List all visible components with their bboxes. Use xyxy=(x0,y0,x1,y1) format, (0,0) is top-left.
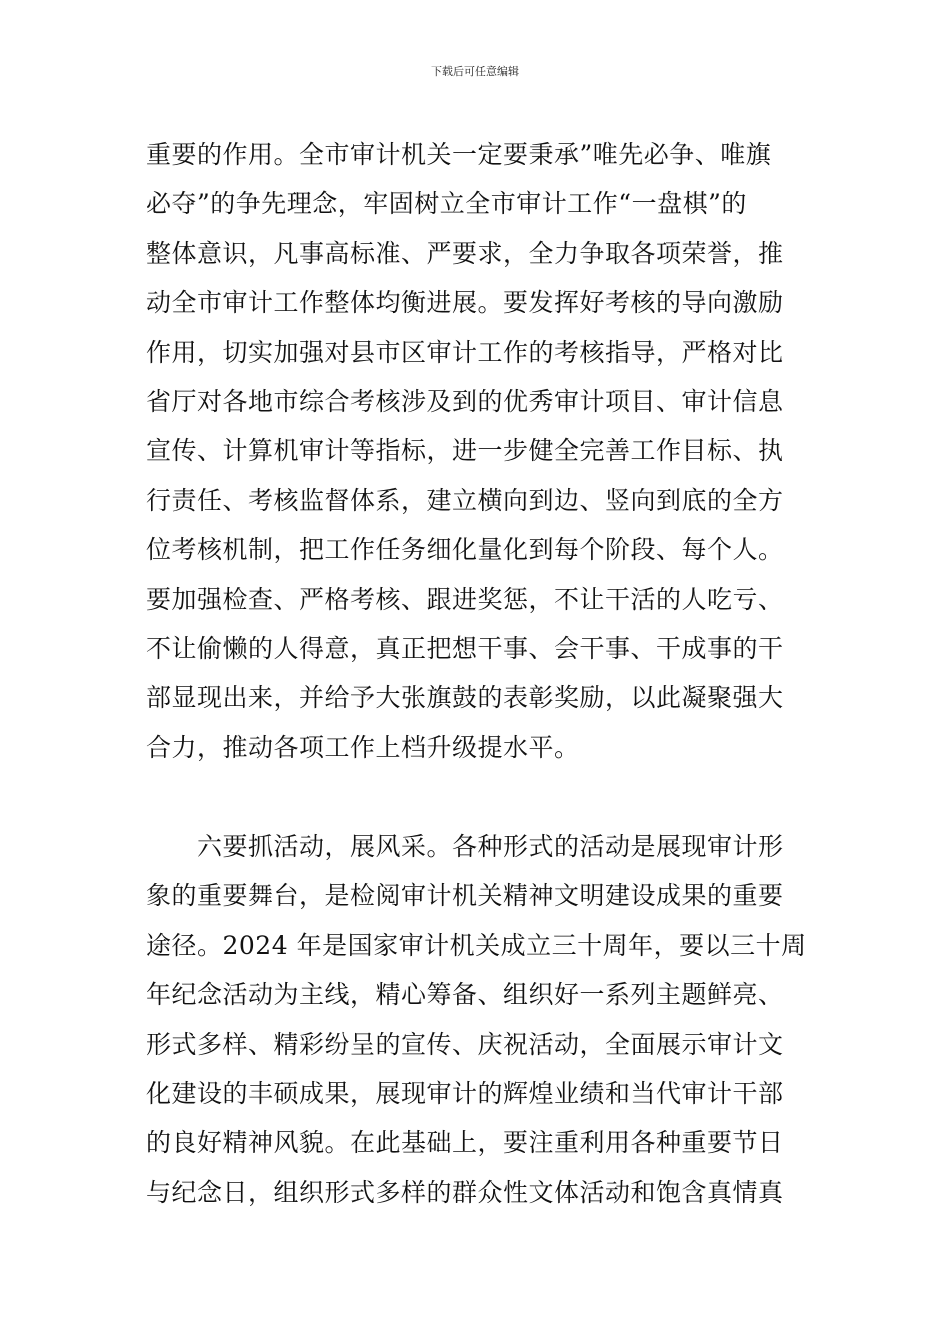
text-line: 行责任、考核监督体系，建立横向到边、竖向到底的全方 xyxy=(146,485,784,515)
text-line: 动全市审计工作整体均衡进展。要发挥好考核的导向激励 xyxy=(146,288,784,318)
text-line: 整体意识，凡事高标准、严要求，全力争取各项荣誉，推 xyxy=(146,238,784,268)
text-line: 省厅对各地市综合考核涉及到的优秀审计项目、审计信息 xyxy=(146,386,784,416)
text-line: 化建设的丰硕成果，展现审计的辉煌业绩和当代审计干部 xyxy=(146,1078,784,1108)
text-line: 途径。2024 年是国家审计机关成立三十周年，要以三十周 xyxy=(146,930,807,960)
text-line: 六要抓活动，展风采。各种形式的活动是展现审计形 xyxy=(146,832,784,861)
text-line: 重要的作用。全市审计机关一定要秉承”唯先必争、唯旗 xyxy=(146,140,772,169)
text-line: 年纪念活动为主线，精心筹备、组织好一系列主题鲜亮、 xyxy=(146,980,784,1010)
text-line: 与纪念日，组织形式多样的群众性文体活动和饱含真情真 xyxy=(146,1177,784,1207)
text-line: 不让偷懒的人得意，真正把想干事、会干事、干成事的干 xyxy=(146,633,784,663)
paragraph-1 xyxy=(146,130,808,772)
text-line: 要加强检查、严格考核、跟进奖惩，不让干活的人吃亏、 xyxy=(146,584,784,614)
paragraph-2 xyxy=(146,822,808,1217)
text-line: 形式多样、精彩纷呈的宣传、庆祝活动，全面展示审计文 xyxy=(146,1029,784,1059)
text-line: 合力，推动各项工作上档升级提水平。 xyxy=(146,732,580,762)
text-line: 部显现出来，并给予大张旗鼓的表彰奖励，以此凝聚强大 xyxy=(146,683,784,713)
text-line: 宣传、计算机审计等指标，进一步健全完善工作目标、执 xyxy=(146,436,784,466)
text-line: 位考核机制，把工作任务细化量化到每个阶段、每个人。 xyxy=(146,535,784,565)
text-line: 象的重要舞台，是检阅审计机关精神文明建设成果的重要 xyxy=(146,881,784,911)
text-line: 作用，切实加强对县市区审计工作的考核指导，严格对比 xyxy=(146,337,784,367)
text-line: 必夺”的争先理念，牢固树立全市审计工作“一盘棋”的 xyxy=(146,189,747,219)
text-line: 的良好精神风貌。在此基础上，要注重利用各种重要节日 xyxy=(146,1128,784,1158)
page-header: 下载后可任意编辑 xyxy=(431,65,519,78)
